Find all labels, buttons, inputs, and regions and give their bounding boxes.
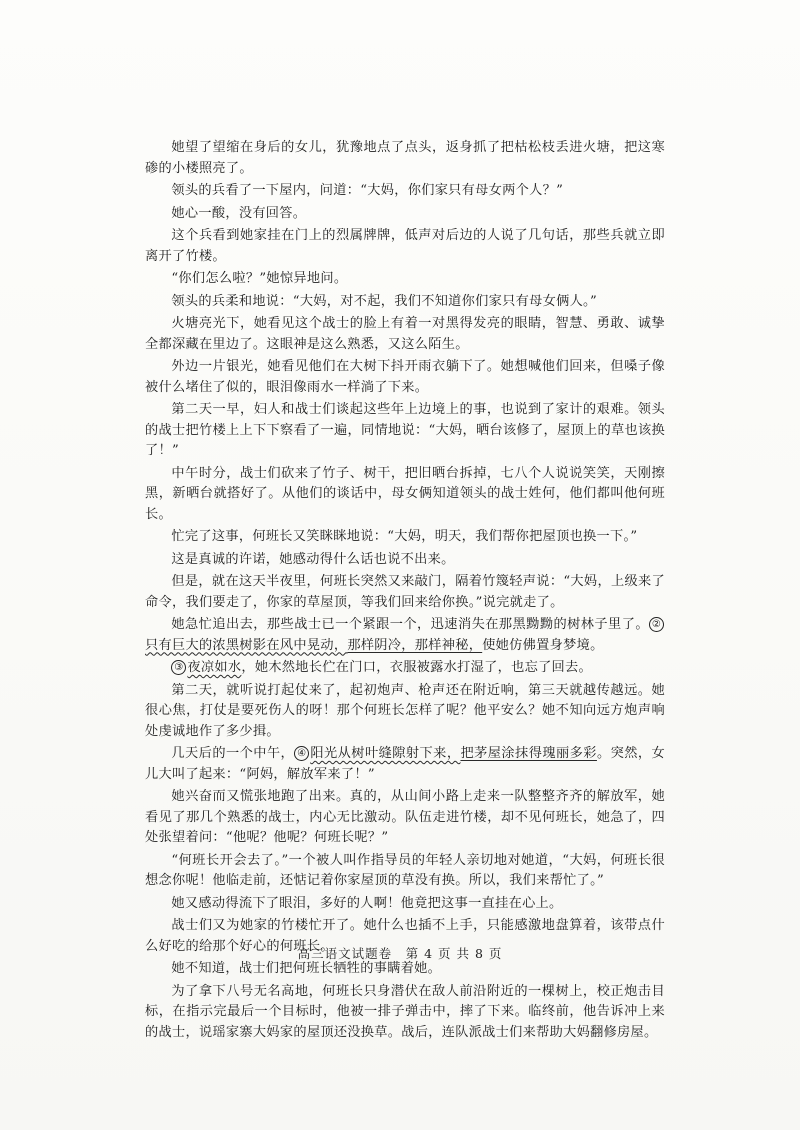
paragraph: 她又感动得流下了眼泪，多好的人啊！他竟把这事一直挂在心上。 bbox=[171, 895, 563, 911]
paragraph: “你们怎么啦？”她惊异地问。 bbox=[171, 271, 348, 286]
paragraph: 第二天一早，妇人和战士们谈起这些年上边境上的事，也说到了家计的艰难。领头的战士把竹楼上上下下察看了一遍，同情地说：“大妈，晒台该修了，屋顶上的草也该换了！” bbox=[145, 402, 665, 458]
paragraph: 领头的兵柔和地说：“大妈，对不起，我们不知道你们家只有母女俩人。” bbox=[171, 293, 597, 309]
page-footer: 高三语文试题卷 第 4 页 共 8 页 bbox=[297, 946, 503, 961]
story-text bbox=[145, 138, 665, 1045]
paragraph-annotated-4 bbox=[145, 744, 665, 785]
paragraph: 中午时分，战士们砍来了竹子、树干，把旧晒台拆掉，七八个人说说笑笑，天刚擦黑，新晒台就搭好了。从他们的谈话中，母女俩知道领头的战士姓何，他们都叫他何班长。 bbox=[145, 465, 665, 522]
underlined-sentence-2a: 只有巨大的浓黑树影在风中晃动， bbox=[145, 637, 348, 653]
text-span: 使她仿佛置身梦境。 bbox=[482, 637, 604, 653]
text-span: 她急忙追出去，那些战士已一个紧跟一个，迅速消失在那黑黝黝的树林子里了。 bbox=[171, 617, 649, 632]
paragraph: 她兴奋而又慌张地跑了出来。真的，从山间小路上走来一队整整齐齐的解放军，她看见了那几个熟悉的战士，内心无比激动。队伍走进竹楼，却不见何班长，她急了，四处张望着问：“他呢？他呢？何班长呢？” bbox=[145, 789, 665, 845]
text-span: 几天后的一个中午， bbox=[171, 746, 295, 761]
paragraph: 战士们又为她家的竹楼忙开了。她什么也插不上手，只能感激地盘算着，该带点什么好吃的给那个好心的何班长。 bbox=[145, 918, 665, 954]
paragraph: 火塘亮光下，她看见这个战士的脸上有着一对黑得发亮的眼睛，智慧、勇敢、诚挚全都深藏在里边了。这眼神是这么熟悉，又这么陌生。 bbox=[145, 316, 665, 352]
paragraph: 为了拿下八号无名高地，何班长只身潜伏在敌人前沿附近的一棵树上，校正炮击目标，在指示完最后一个目标时，他被一排子弹击中，摔了下来。临终前，他告诉冲上来的战士，说瑶家寨大妈家的屋顶还没换草。战后，连队派战士们来帮助大妈翻修房屋。 bbox=[145, 983, 665, 1040]
underlined-sentence-2b: 那样阴冷，那样神秘， bbox=[347, 637, 483, 653]
paragraph-annotated-3 bbox=[145, 658, 665, 679]
underlined-sentence-4b: 把茅屋涂抹得瑰丽多彩 bbox=[460, 746, 597, 761]
paragraph: 她不知道，战士们把何班长牺牲的事瞒着她。 bbox=[171, 961, 442, 976]
paragraph-annotated-2 bbox=[145, 615, 665, 656]
paragraph: 她望了望缩在身后的女儿，犹豫地点了点头，返身抓了把枯松枝丢进火塘，把这寒碜的小楼照亮了。 bbox=[145, 140, 665, 176]
paragraph: 这个兵看到她家挂在门上的烈属牌牌，低声对后边的人说了几句话，那些兵就立即离开了竹楼。 bbox=[145, 228, 665, 264]
sentence-marker-2: ② bbox=[649, 617, 664, 632]
sentence-marker-4: ④ bbox=[294, 746, 309, 761]
paragraph: 外边一片银光，她看见他们在大树下抖开雨衣躺下了。她想喊他们回来，但嗓子像被什么堵住了似的，眼泪像雨水一样淌了下来。 bbox=[145, 359, 665, 395]
paragraph: 这是真诚的许诺，她感动得什么话也说不出来。 bbox=[171, 551, 455, 567]
paragraph: 第二天，就听说打起仗来了，起初炮声、枪声还在附近响，第三天就越传越远。她很心焦，打仗是要死伤人的呀！那个何班长怎样了呢？他平安么？她不知向远方炮声响处虔诚地作了多少揖。 bbox=[145, 682, 665, 739]
paragraph: 但是，就在这天半夜里，何班长突然又来敲门，隔着竹篾轻声说：“大妈，上级来了命令，我们要走了，你家的草屋顶，等我们回来给你换。”说完就走了。 bbox=[145, 574, 665, 610]
text-span: ，她木然地长伫在门口，衣服被露水打湿了，也忘了回去。 bbox=[241, 660, 593, 675]
paragraph: 领头的兵看了一下屋内，问道：“大妈，你们家只有母女两个人？” bbox=[171, 183, 564, 198]
paragraph: “何班长开会去了。”一个被人叫作指导员的年轻人亲切地对她道，“大妈，何班长很想念你呢！他临走前，还惦记着你家屋顶的草没有换。所以，我们来帮忙了。” bbox=[145, 852, 665, 888]
underlined-sentence-3: 夜凉如水 bbox=[187, 660, 242, 675]
sentence-marker-3: ③ bbox=[171, 660, 186, 675]
text-span: 。突然，女儿大叫了起来：“阿妈，解放军来了！” bbox=[145, 746, 666, 782]
underlined-sentence-4a: 阳光从树叶缝隙射下来， bbox=[310, 746, 461, 761]
paragraph: 她心一酸，没有回答。 bbox=[171, 205, 307, 221]
paragraph: 忙完了这事，何班长又笑眯眯地说：“大妈，明天，我们帮你把屋顶也换一下。” bbox=[171, 529, 638, 544]
